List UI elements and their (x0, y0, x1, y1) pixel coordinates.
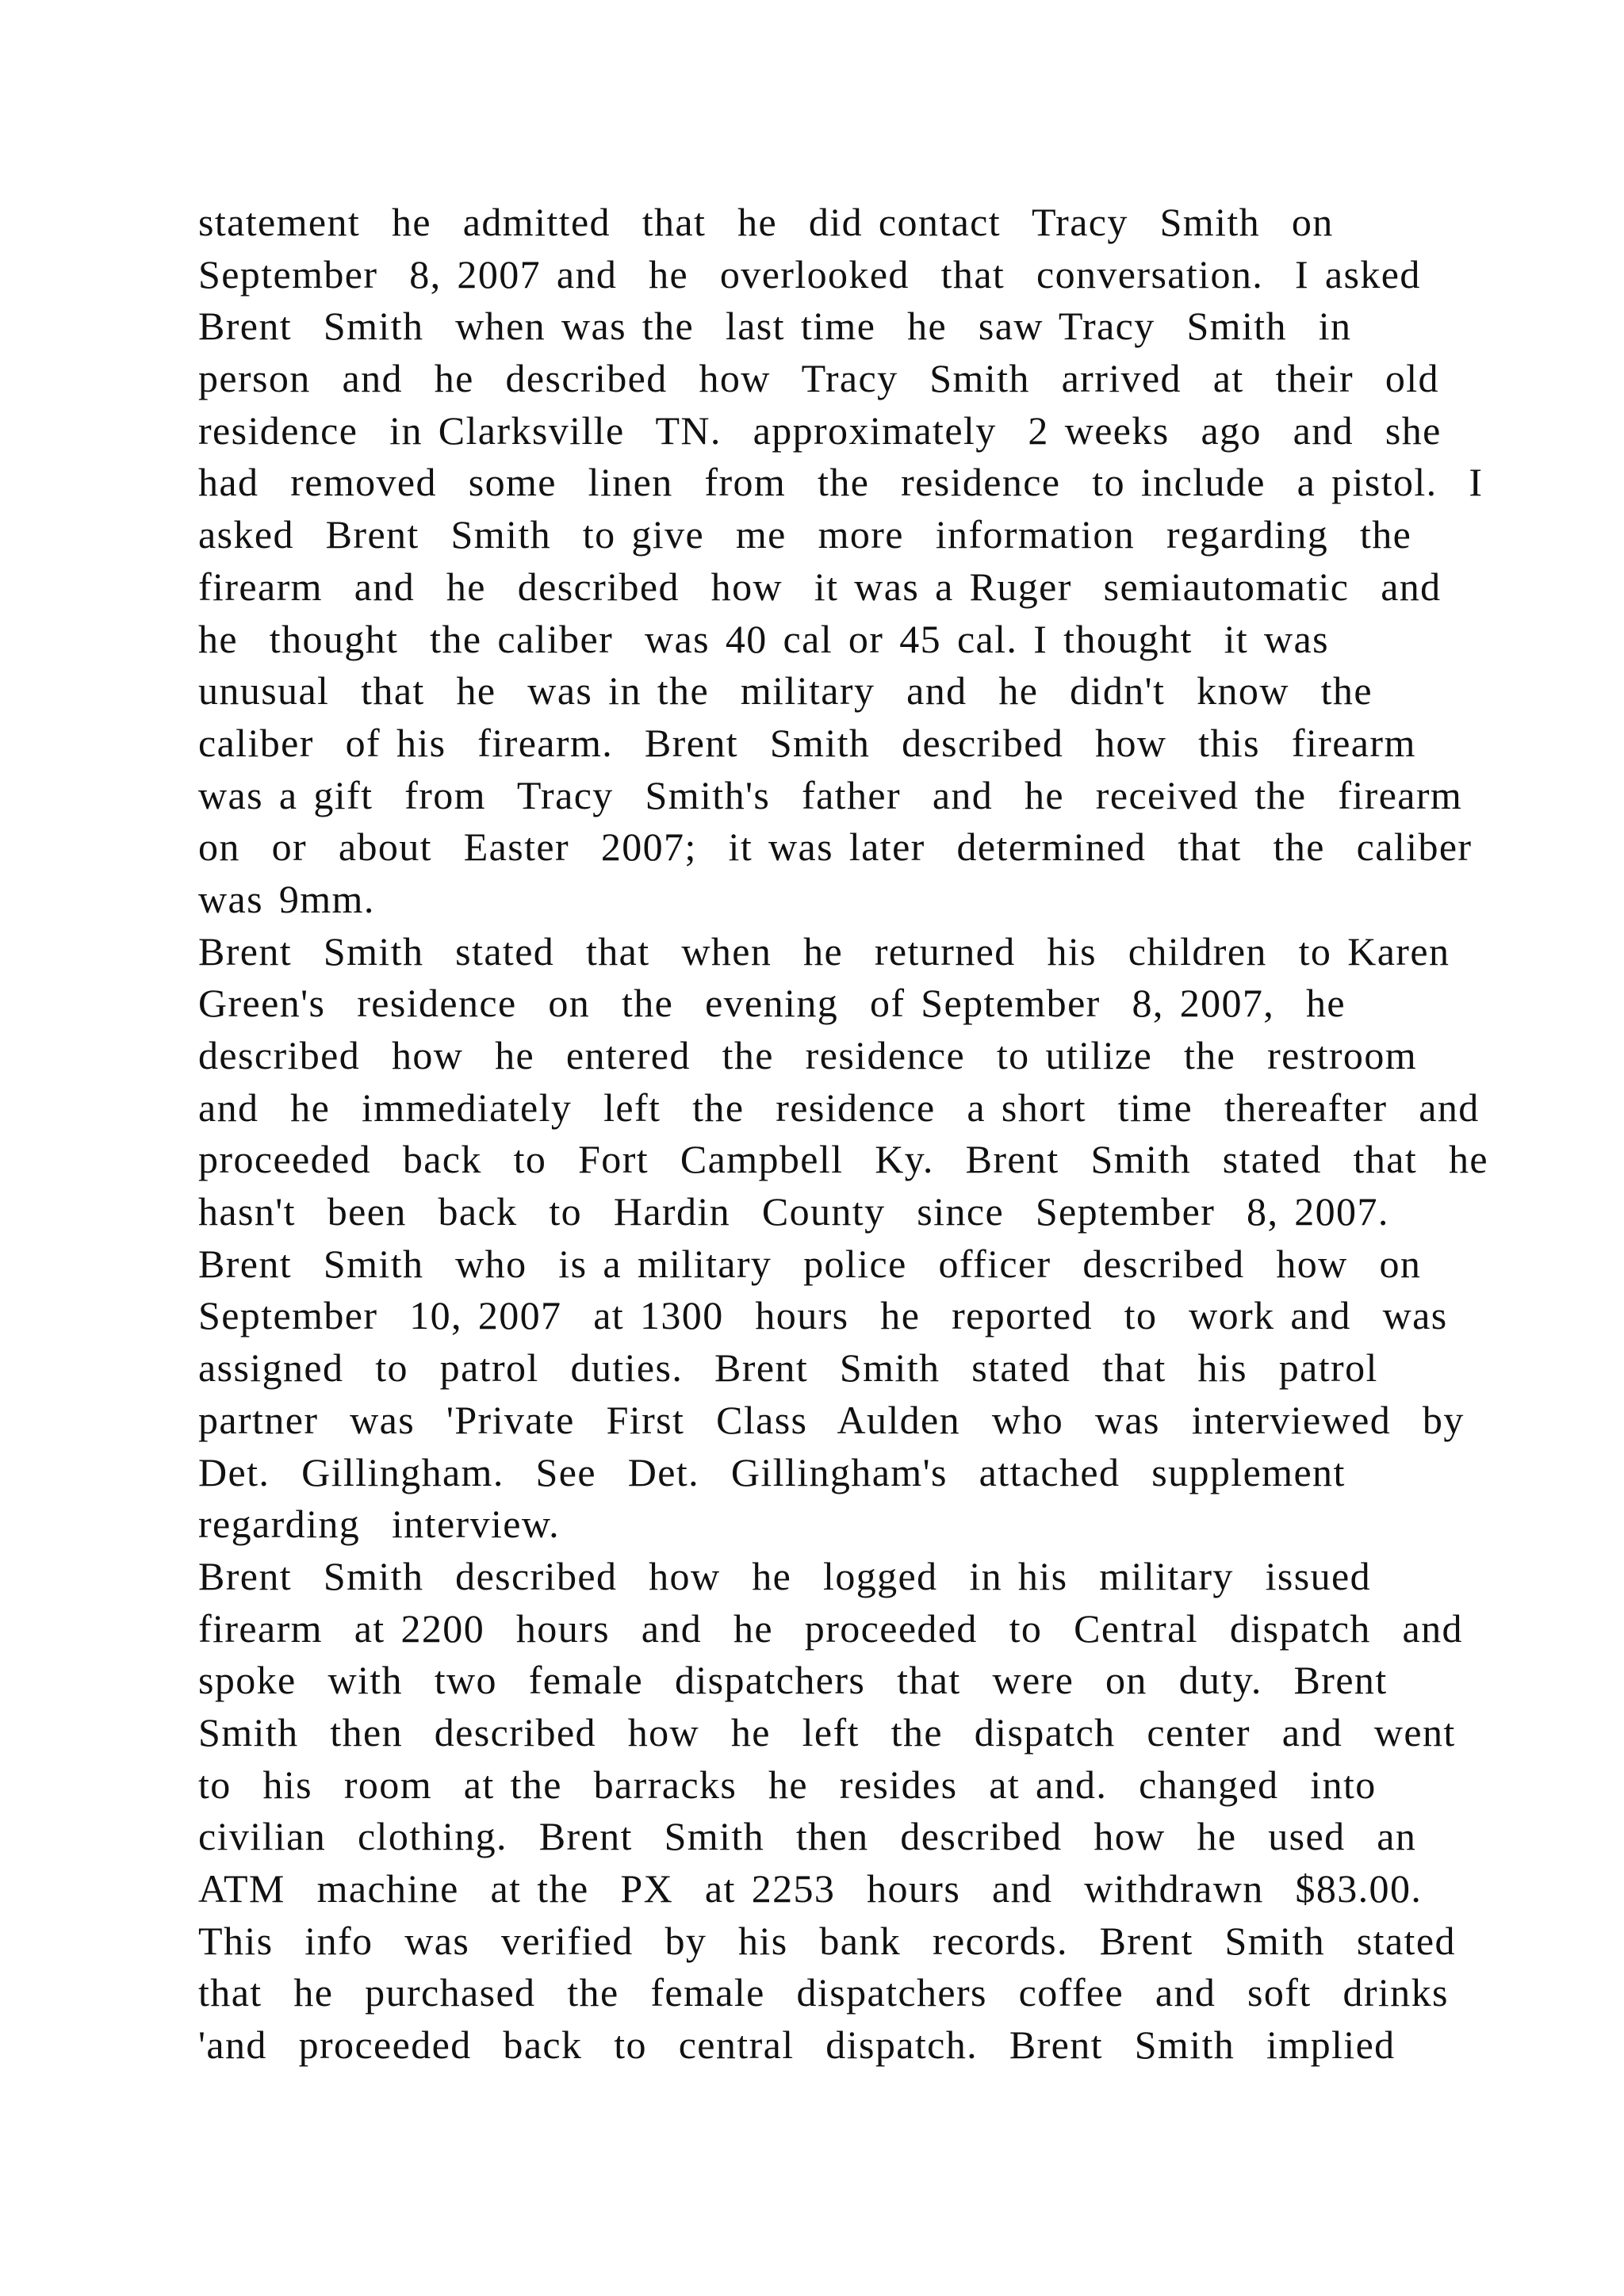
text-line: to his room at the barracks he resides at and. changed into (198, 1762, 1377, 1807)
text-line: regarding interview. (198, 1502, 561, 1547)
text-line: spoke with two female dispatchers that were on duty. Brent (198, 1658, 1388, 1703)
body-text (198, 197, 1488, 2072)
text-line: hasn't been back to Hardin County since September 8, 2007. (198, 1189, 1389, 1234)
text-line: Det. Gillingham. See Det. Gillingham's attached supplement (198, 1449, 1346, 1494)
text-line: asked Brent Smith to give me more information regarding the (198, 512, 1412, 557)
text-line: unusual that he was in the military and he didn't know the (198, 668, 1373, 714)
text-line: residence in Clarksville TN. approximately 2 weeks ago and she (198, 408, 1442, 453)
text-line: person and he described how Tracy Smith arrived at their old (198, 356, 1439, 401)
text-line: September 8, 2007 and he overlooked that conversation. I asked (198, 251, 1421, 297)
text-line: firearm at 2200 hours and he proceeded to Central dispatch and (198, 1605, 1463, 1651)
text-line: Green's residence on the evening of September 8, 2007, he (198, 981, 1346, 1026)
text-line: statement he admitted that he did contact Tracy Smith on (198, 200, 1334, 244)
text-line: Brent Smith described how he logged in his military issued (198, 1553, 1371, 1598)
text-line: caliber of his firearm. Brent Smith described how this firearm (198, 720, 1416, 765)
text-line: assigned to patrol duties. Brent Smith stated that his patrol (198, 1345, 1378, 1391)
text-line: described how he entered the residence to utilize the restroom (198, 1033, 1418, 1077)
text-line: firearm and he described how it was a Ruger semiautomatic and (198, 564, 1442, 609)
text-line: and he immediately left the residence a short time thereafter and (198, 1085, 1480, 1130)
text-line: Brent Smith stated that when he returned his children to Karen (198, 928, 1450, 974)
text-line: had removed some linen from the residence to include a pistol. I (198, 460, 1484, 505)
text-line: proceeded back to Fort Campbell Ky. Brent Smith stated that he (198, 1137, 1488, 1182)
text-line: Smith then described how he left the dispatch center and went (198, 1709, 1456, 1755)
text-line: partner was 'Private First Class Aulden who was interviewed by (198, 1397, 1465, 1442)
text-line: that he purchased the female dispatchers coffee and soft drinks (198, 1970, 1449, 2015)
text-line: he thought the caliber was 40 cal or 45 cal. I thought it was (198, 616, 1330, 661)
text-line: Brent Smith when was the last time he saw Tracy Smith in (198, 304, 1352, 349)
text-line: was 9mm. (198, 876, 375, 921)
text-line: on or about Easter 2007; it was later determined that the caliber (198, 825, 1473, 870)
text-line: This info was verified by his bank records. Brent Smith stated (198, 1918, 1456, 1963)
text-line: civilian clothing. Brent Smith then described how he used an (198, 1814, 1417, 1859)
text-line: was a gift from Tracy Smith's father and he received the firearm (198, 772, 1463, 817)
text-line: September 10, 2007 at 1300 hours he reported to work and was (198, 1293, 1448, 1338)
text-line: 'and proceeded back to central dispatch. Brent Smith implied (198, 2022, 1396, 2068)
text-line: ATM machine at the PX at 2253 hours and withdrawn $83.00. (198, 1866, 1423, 1911)
text-line: Brent Smith who is a military police officer described how on (198, 1241, 1422, 1286)
